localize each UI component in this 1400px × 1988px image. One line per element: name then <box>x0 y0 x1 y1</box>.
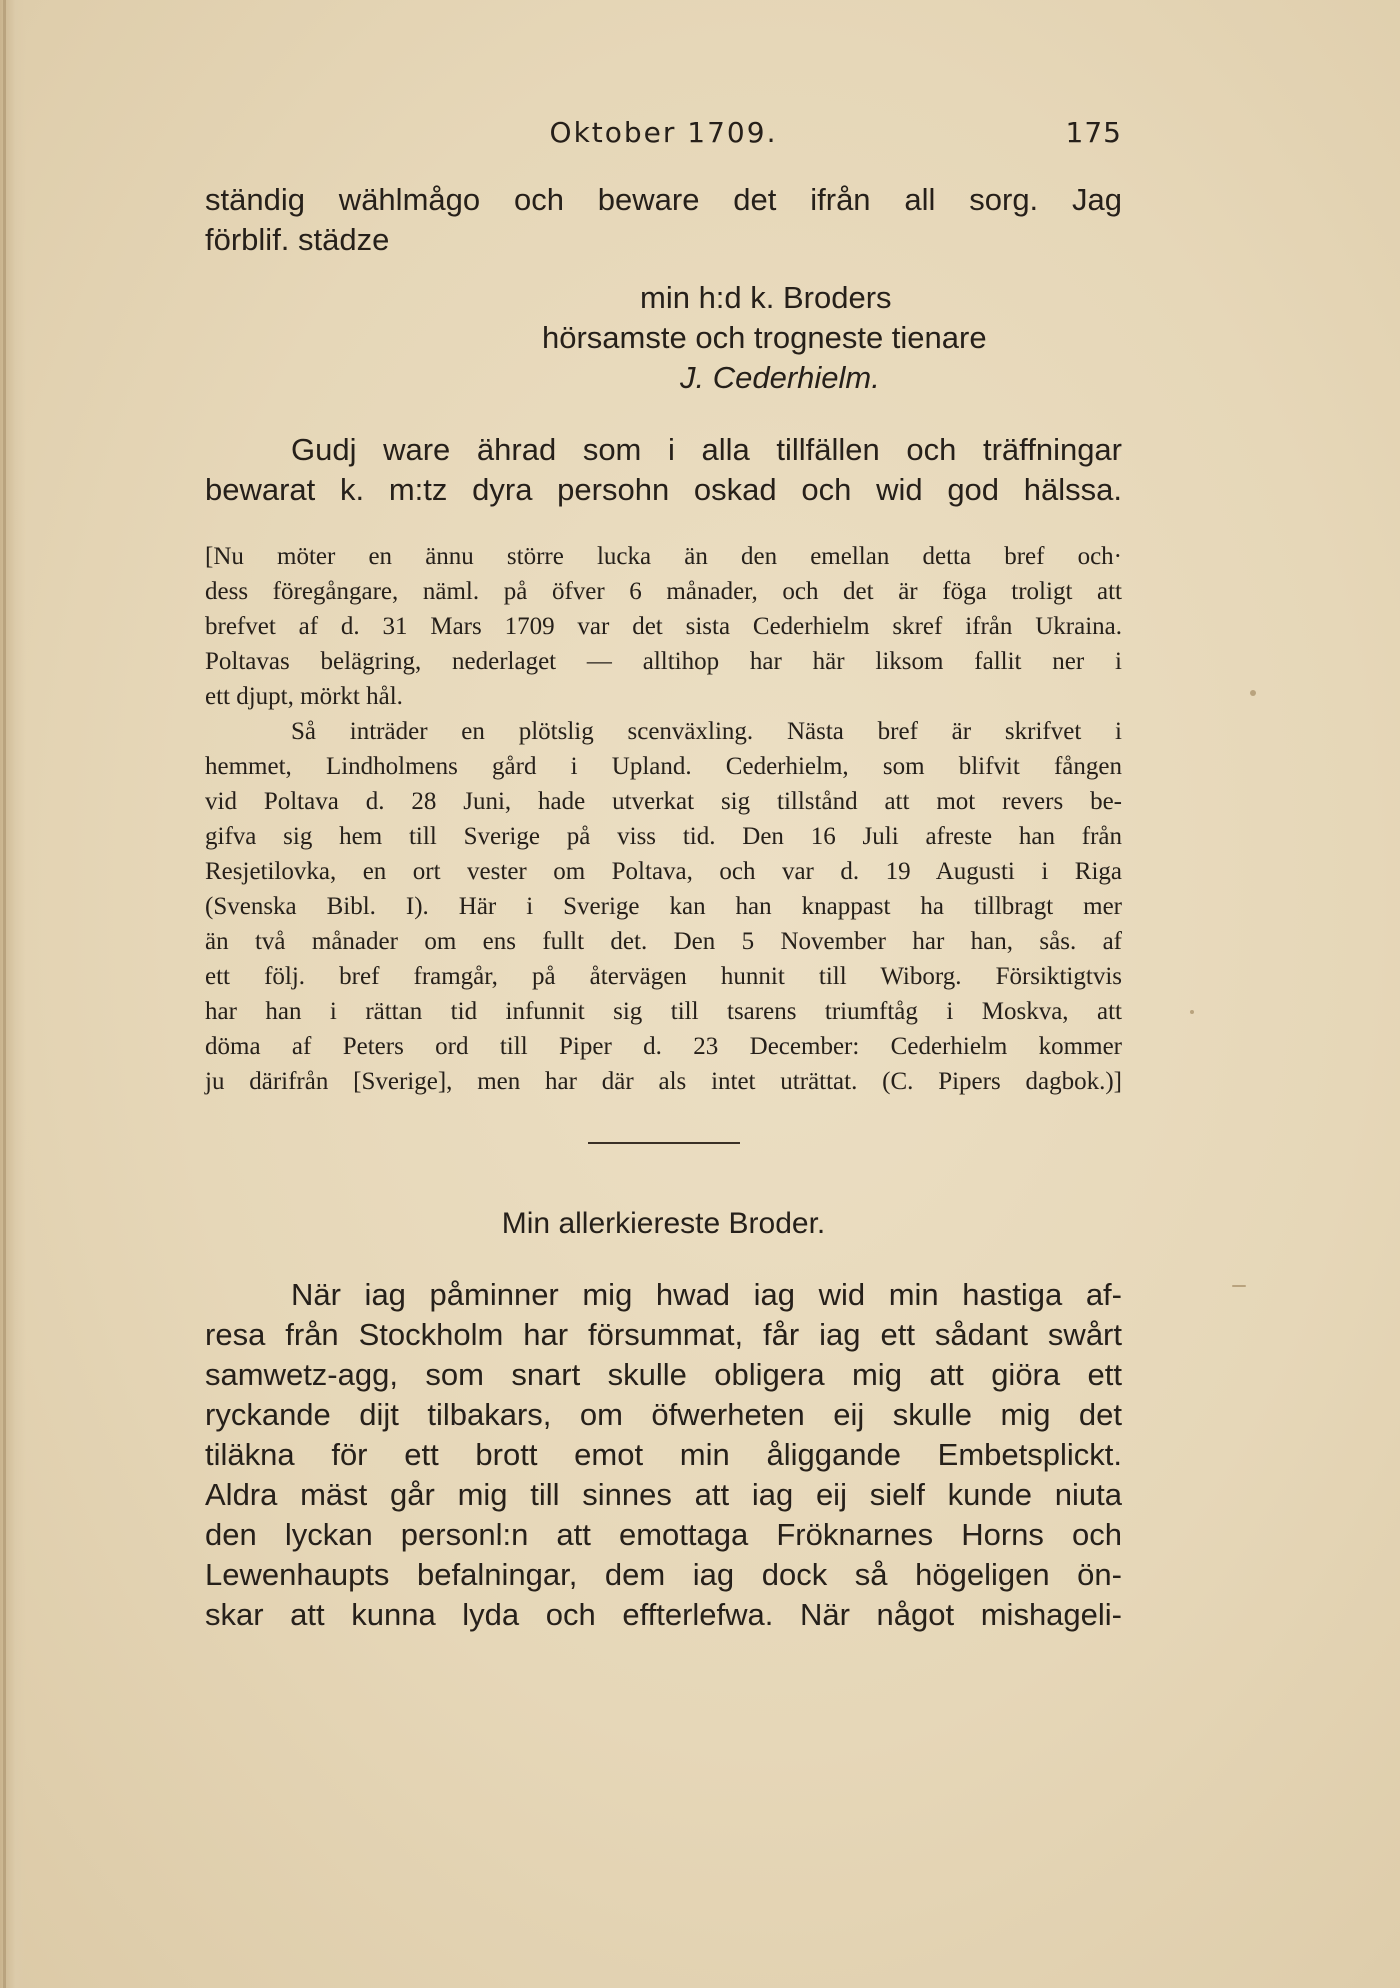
text-line: skar att kunna lyda och effterlefwa. När något mishageli- <box>205 1597 1122 1632</box>
signature-block-2 <box>542 318 1122 358</box>
text-line: Gudj ware ährad som i alla tillfällen och träffningar <box>291 432 1122 467</box>
note-line: har han i rättan tid infunnit sig till tsarens triumftåg i Moskva, att <box>205 998 1122 1025</box>
note-line: Resjetilovka, en ort vester om Poltava, och var d. 19 Augusti i Riga <box>205 858 1122 885</box>
text-line: resa från Stockholm har försummat, får iag ett sådant swårt <box>205 1317 1122 1352</box>
text-line: den lyckan personl:n att emottaga Fröknarnes Horns och <box>205 1517 1122 1552</box>
note-line: [Nu möter en ännu större lucka än den emellan detta bref och· <box>205 543 1122 570</box>
note-line: Poltavas belägring, nederlaget — alltihop har här liksom fallit ner i <box>205 648 1122 675</box>
text-line: När iag påminner mig hwad iag wid min hastiga af- <box>291 1277 1122 1312</box>
gutter-line <box>3 0 6 1988</box>
signature-line: hörsamste och trogneste tienare <box>542 320 987 355</box>
letter-salutation: Min allerkiereste Broder. <box>501 1207 826 1240</box>
text-line: ständig wählmågo och beware det ifrån all sorg. Jag <box>205 182 1122 217</box>
text-line: bewarat k. m:tz dyra persohn oskad och wid god hälssa. <box>205 472 1122 507</box>
paper-speck <box>1232 1285 1246 1287</box>
note-line: dess föregångare, näml. på öfver 6 månader, och det är föga troligt att <box>205 578 1122 605</box>
text-line: ryckande dijt tilbakars, om öfwerheten eij skulle mig det <box>205 1397 1122 1432</box>
running-header <box>205 116 1122 156</box>
signature-block <box>640 278 1122 318</box>
note-line: hemmet, Lindholmens gård i Upland. Cederhielm, som blifvit fången <box>205 753 1122 780</box>
signature-name: J. Cederhielm. <box>680 360 880 395</box>
note-line: vid Poltava d. 28 Juni, hade utverkat sig tillstånd att mot revers be- <box>205 788 1122 815</box>
text-line: samwetz-agg, som snart skulle obligera mig att giöra ett <box>205 1357 1122 1392</box>
text-line: förblif. städze <box>205 222 390 257</box>
text-line: Aldra mäst går mig till sinnes att iag eij sielf kunde niuta <box>205 1477 1122 1512</box>
note-line: Så inträder en plötslig scenväxling. Nästa bref är skrifvet i <box>291 718 1122 745</box>
running-title: Oktober 1709. <box>549 116 778 149</box>
signature-line: min h:d k. Broders <box>640 280 892 315</box>
signature-name-block <box>680 358 1122 398</box>
text-line: tiläkna för ett brott emot min åliggande Embetsplickt. <box>205 1437 1122 1472</box>
letter-body <box>205 1275 1122 1635</box>
text-line: Lewenhaupts befalningar, dem iag dock så högeligen ön- <box>205 1557 1122 1592</box>
note-line: ju därifrån [Sverige], men har där als intet uträttat. (C. Pipers dagbok.)] <box>205 1068 1122 1095</box>
postscript-paragraph <box>205 430 1122 510</box>
note-line: ett följ. bref framgår, på återvägen hunnit till Wiborg. Försiktigtvis <box>205 963 1122 990</box>
note-line: brefvet af d. 31 Mars 1709 var det sista Cederhielm skref ifrån Ukraina. <box>205 613 1122 640</box>
note-line: (Svenska Bibl. I). Här i Sverige kan han knappast ha tillbragt mer <box>205 893 1122 920</box>
page-number: 175 <box>1065 116 1122 149</box>
closing-paragraph <box>205 180 1122 260</box>
note-line: gifva sig hem till Sverige på viss tid. Den 16 Juli afreste han från <box>205 823 1122 850</box>
paper-speck <box>1190 1010 1194 1014</box>
section-divider <box>588 1142 740 1144</box>
note-line: ett djupt, mörkt hål. <box>205 683 403 710</box>
editorial-note <box>205 539 1122 1099</box>
note-line: döma af Peters ord till Piper d. 23 December: Cederhielm kommer <box>205 1033 1122 1060</box>
paper-speck <box>1250 690 1256 696</box>
note-line: än två månader om ens fullt det. Den 5 November har han, sås. af <box>205 928 1122 955</box>
